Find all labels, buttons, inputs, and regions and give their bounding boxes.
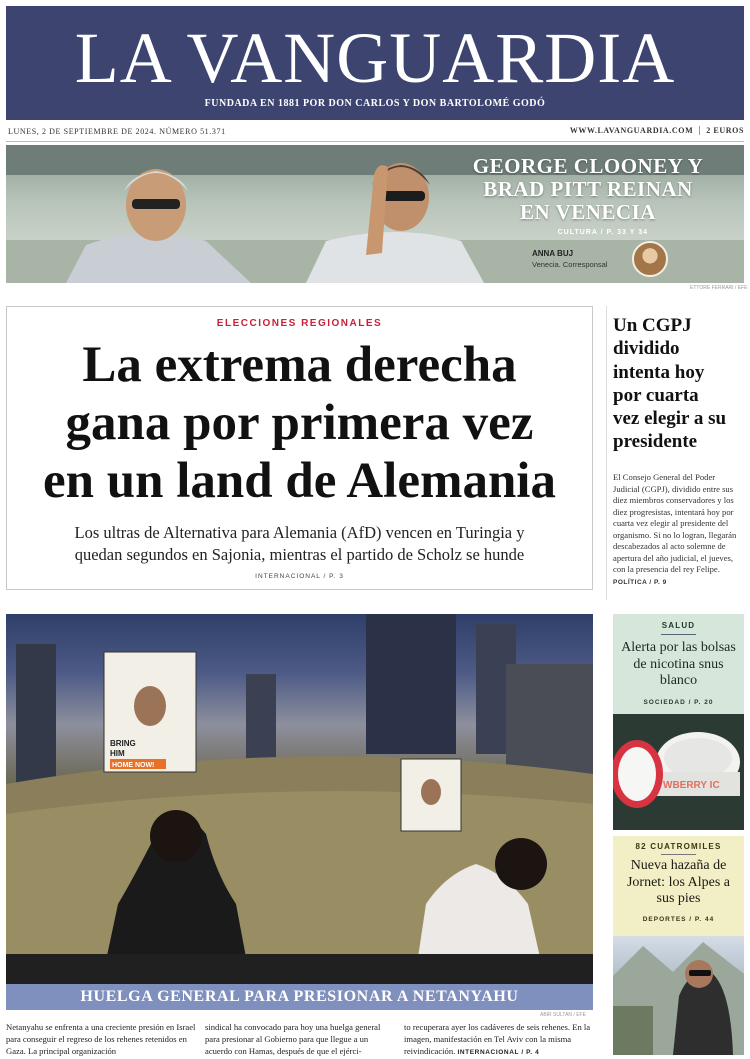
main-headline[interactable]: La extrema derecha gana por primera vez en un land de Alemania [43,337,556,509]
sign-text: BRING [110,739,136,748]
salud-section-ref[interactable]: SOCIEDAD / P. 20 [643,699,714,706]
caption-column-3: to recuperara ayer los cadáveres de seis rehenes. En la imagen, manifestación en Tel Aviv con la misma reivindicación. INTERNACIONAL / P. 4 [404,1022,591,1056]
dateline [8,124,744,140]
snus-can-graphic [613,714,744,830]
deportes-headline: Nueva hazaña de Jornet: los Alpes a sus pies [626,858,731,906]
sunglasses-shape [381,191,425,201]
mountain-runner-scene [613,936,744,1055]
salud-headline: Alerta por las bolsas de nicotina snus blanco [621,640,736,688]
website-link[interactable]: WWW.LAVANGUARDIA.COM [569,126,694,135]
salud-tag: SALUD [661,621,696,630]
jornet-photo[interactable] [613,936,744,1055]
photo-credit: ABIR SULTAN / EFE [540,1012,586,1018]
issue-date: LUNES, 2 DE SEPTIEMBRE DE 2024. NÚMERO 51.371 [8,127,226,136]
lid-inner-shape [618,747,656,801]
caption-section-ref[interactable]: INTERNACIONAL / P. 4 [457,1049,540,1056]
divider [661,634,696,635]
banner-section-ref[interactable]: CULTURA / P. 33 Y 34 [557,229,648,236]
caption-column-2: sindical ha convocado para hoy una huelga general para presionar al Gobierno para que llegue a un acuerdo con Hamas, después de que el ejérci- [205,1022,381,1056]
divider [661,854,696,855]
sign-text: HIM [110,749,125,758]
photo-credit: ETTORE FERRARI / EFE [690,285,748,291]
top-banner[interactable] [6,145,744,283]
suit-shape [306,232,484,283]
building-shape [506,664,593,774]
main-section-ref[interactable]: INTERNACIONAL / P. 3 [255,573,344,580]
sunglasses-shape [132,199,180,209]
main-subhead: Los ultras de Alternativa para Alemania (AfD) vencen en Turingia y quedan segundos en Sajonia, mientras el partido de Scholz se hunde [74,523,525,564]
dateline-right [570,126,744,135]
protest-photo[interactable] [6,614,593,984]
building-shape [366,614,456,754]
hill-shape [613,1006,653,1055]
deportes-section-ref[interactable]: DEPORTES / P. 44 [642,916,715,923]
deportes-box[interactable] [613,836,744,936]
protest-scene [6,614,593,984]
head-shape [495,838,547,890]
cgpj-body: El Consejo General del Poder Judicial (CGPJ), dividido entre sus diez miembros conservadores y los diez progresistas, intentará hoy por cuarta vez elegir al presidente del organismo. Si no lo logran, llegarán descabezados al acto solemne de apertura del año judicial, el jueves, con la presencia del rey Felipe. POLÍTICA / P. 9 [613,472,737,586]
sign-text: HOME NOW! [112,762,155,769]
balcony-rail [6,954,593,984]
author-avatar [632,241,668,277]
building-shape [16,644,56,784]
snus-photo [613,714,744,830]
head-shape [150,810,202,862]
photo-caption-bar[interactable]: HUELGA GENERAL PARA PRESIONAR A NETANYAHU [6,984,593,1010]
product-label: WBERRY IC [663,780,720,791]
face-shape [134,686,166,726]
price: 2 EUROS [699,126,744,135]
divider [6,141,744,142]
founded-line: FUNDADA EN 1881 POR DON CARLOS Y DON BARTOLOMÉ GODÓ [204,98,546,109]
main-kicker: ELECCIONES REGIONALES [216,318,383,329]
masthead [6,6,744,120]
caption-column-1: Netanyahu se enfrenta a una creciente presión en Israel para conseguir el regreso de los rehenes retenidos en Gaza. La principal organización [6,1022,196,1056]
cgpj-headline[interactable]: Un CGPJ dividido intenta hoy por cuarta vez elegir a su presidente [613,315,727,453]
deportes-tag: 82 CUATROMILES [635,842,722,851]
salud-box[interactable] [613,614,744,830]
banner-headline[interactable]: GEORGE CLOONEY Y BRAD PITT REINAN EN VENECIA [472,154,704,224]
newspaper-logo[interactable]: LA VANGUARDIA [74,18,676,98]
banner-author: ANNA BUJ Venecia. Corresponsal [532,249,608,269]
face-shape [421,779,441,805]
cgpj-section-ref[interactable]: POLÍTICA / P. 9 [613,578,667,586]
sunglasses-shape [689,970,711,976]
